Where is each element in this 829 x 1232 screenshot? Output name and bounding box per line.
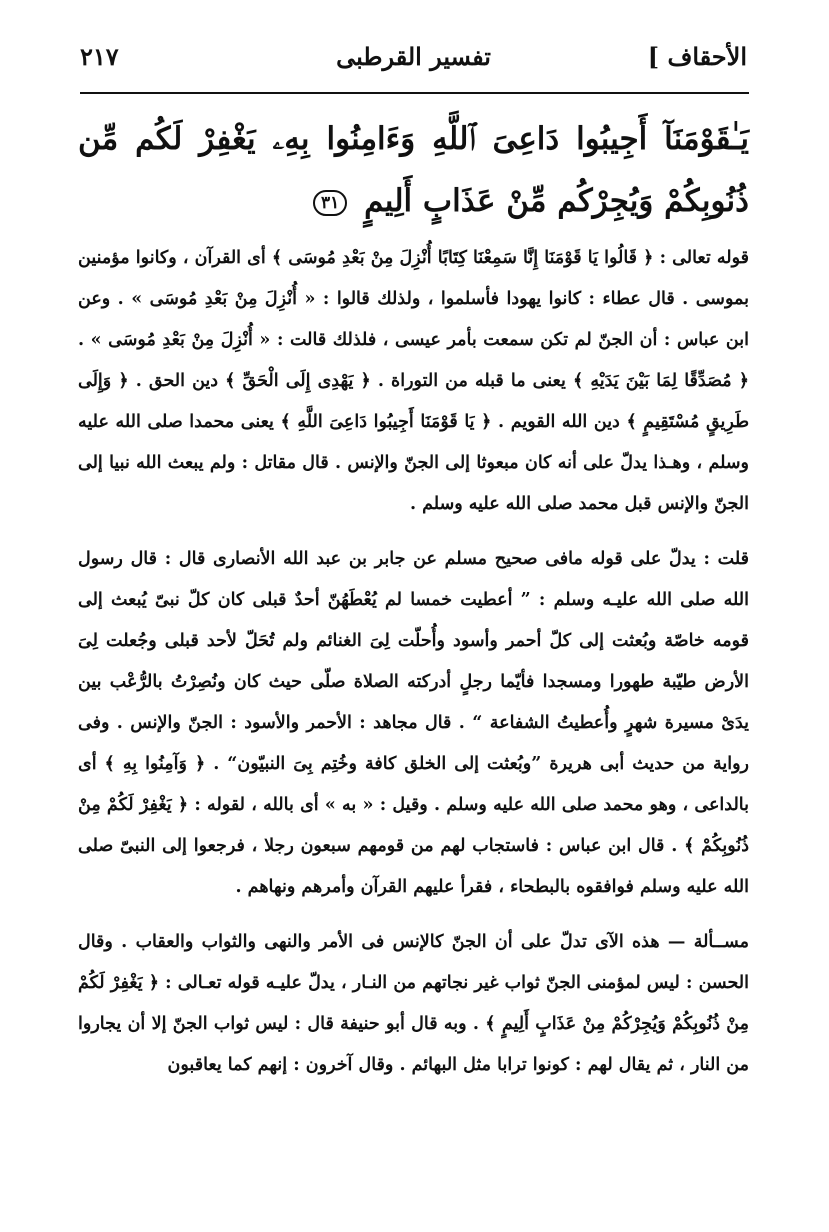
page-number: ٢١٧ bbox=[80, 42, 119, 71]
verse-number: ٣١ bbox=[313, 190, 347, 216]
paragraph-hadith: قلت : يدلّ على قوله مافى صحيح مسلم عن جابر بن عبد الله الأنصارى قال : قال رسول الله صلى الله عليـه وسلم : ” أعطيت خمسا لم يُعْطَهُنّ أحدٌ قبلى كان كلّ نبىّ يُبعث إلى قومه خاصّة وبُعثت إلى كلّ أحمر وأسود وأُحلّت لِىَ الغنائم ولم تُحَلّ لأحد قبلى وجُعلت لِىَ الأرض طيّبة طهورا ومسجدا فأيّما رجلٍ أدركته الصلاة صلّى حيث كان ونُصِرْتُ بالرُّعْب بين يدَىْ مسيرة شهرٍ وأُعطيتُ الشفاعة “ . قال مجاهد : الأحمر والأسود : الجنّ والإنس . وفى رواية من حديث أبى هريرة ”وبُعثت إلى الخلق كافة وخُتِم بِىَ النبيّون“ . ﴿ وَآمِنُوا بِهِ ﴾ أى بالداعى ، وهو محمد صلى الله عليه وسلم . وقيل : « به » أى بالله ، لقوله : ﴿ يَغْفِرْ لَكُمْ مِنْ ذُنُوبِكُمْ ﴾ . قال ابن عباس : فاستجاب لهم من قومهم سبعون رجلا ، فرجعوا إلى النبىّ صلى الله عليه وسلم فوافقوه بالبطحاء ، فقرأ عليهم القرآن وأمرهم ونهاهم . bbox=[78, 549, 749, 897]
chapter-name: الأحقاف ] bbox=[647, 42, 747, 71]
verse-text: يَـٰقَوْمَنَآ أَجِيبُوا دَاعِىَ ٱللَّهِ وَءَامِنُوا بِهِۦ يَغْفِرْ لَكُم مِّن ذُنُوبِكُمْ وَيُجِرْكُم مِّنْ عَذَابٍ أَلِيمٍ bbox=[78, 121, 749, 219]
page-header bbox=[80, 38, 747, 86]
paragraph-tafsir: قوله تعالى : ﴿ قَالُوا يَا قَوْمَنَا إِنَّا سَمِعْنَا كِتَابًا أُنْزِلَ مِنْ بَعْدِ مُوسَى ﴾ أى القرآن ، وكانوا مؤمنين بموسى . قال عطاء : كانوا يهودا فأسلموا ، ولذلك قالوا : « أُنْزِلَ مِنْ بَعْدِ مُوسَى » . وعن ابن عباس : أن الجنّ لم تكن سمعت بأمر عيسى ، فلذلك قالت : « أُنْزِلَ مِنْ بَعْدِ مُوسَى » . ﴿ مُصَدِّقًا لِمَا بَيْنَ يَدَيْهِ ﴾ يعنى ما قبله من التوراة . ﴿ يَهْدِى إِلَى الْحَقِّ ﴾ دين الحق . ﴿ وَإِلَى طَرِيقٍ مُسْتَقِيمٍ ﴾ دين الله القويم . ﴿ يَا قَوْمَنَا أَجِيبُوا دَاعِىَ اللَّهِ ﴾ يعنى محمدا صلى الله عليه وسلم ، وهـذا يدلّ على أنه كان مبعوثا إلى الجنّ والإنس . قال مقاتل : ولم يبعث الله نبيا إلى الجنّ والإنس قبل محمد صلى الله عليه وسلم . bbox=[78, 248, 749, 514]
commentary-text bbox=[78, 238, 749, 1086]
book-title: تفسير القرطبى bbox=[336, 42, 491, 71]
paragraph-masala: مســألة — هذه الآى تدلّ على أن الجنّ كالإنس فى الأمر والنهى والثواب والعقاب . وقال الحسن : ليس لمؤمنى الجنّ ثواب غير نجاتهم من النـار ، يدلّ عليـه قوله تعـالى : ﴿ يَغْفِرْ لَكُمْ مِنْ ذُنُوبِكُمْ وَيُجِرْكُمْ مِنْ عَذَابٍ أَلِيمٍ ﴾ . وبه قال أبو حنيفة قال : ليس ثواب الجنّ إلا أن يجاروا من النار ، ثم يقال لهم : كونوا ترابا مثل البهائم . وقال آخرون : إنهم كما يعاقبون bbox=[78, 932, 749, 1075]
header-rule bbox=[80, 92, 749, 94]
quran-verse bbox=[78, 108, 749, 232]
